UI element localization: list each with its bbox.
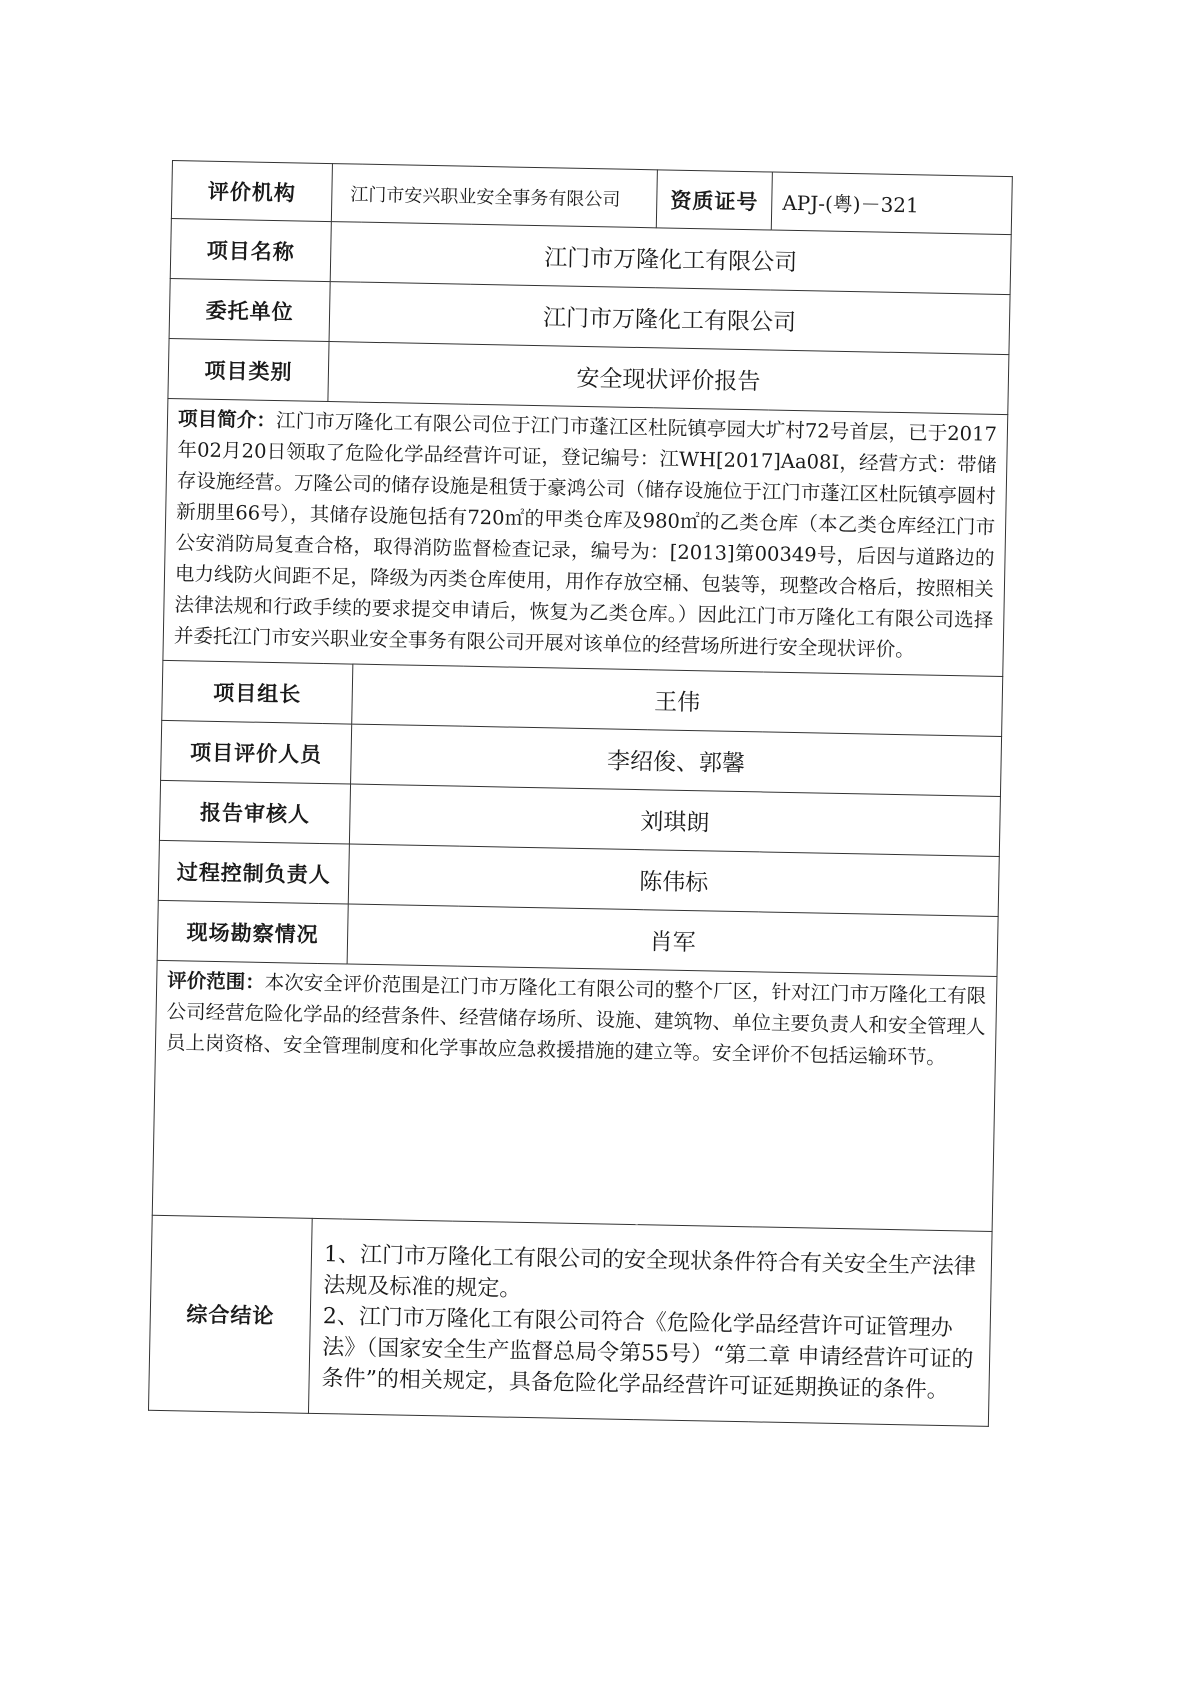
client-label: 委托单位 [169, 278, 330, 341]
scope-label: 评价范围： [167, 969, 265, 994]
cert-label: 资质证号 [656, 170, 772, 230]
row-scope [152, 960, 997, 1231]
site-survey-value: 肖军 [347, 904, 998, 976]
scope-text: 本次安全评价范围是江门市万隆化工有限公司的整个厂区，针对江门市万隆化工有限公司经营危险化学品的经营条件、经营储存场所、设施、建筑物、单位主要负责人和安全管理人员上岗资格、安全管理制度和化学事故应急救援措施的建立等。安全评价不包括运输环节。 [165, 970, 987, 1070]
reviewer-label: 报告审核人 [159, 780, 350, 844]
evaluators-label: 项目评价人员 [161, 720, 352, 784]
evaluation-scope [152, 960, 997, 1231]
client-value: 江门市万隆化工有限公司 [329, 282, 1010, 355]
summary-label: 项目简介： [177, 407, 277, 433]
project-summary [163, 398, 1008, 676]
conclusion-label: 综合结论 [148, 1215, 312, 1413]
team-leader-value: 王伟 [352, 664, 1003, 736]
conclusion-body [308, 1218, 992, 1426]
row-conclusion [148, 1215, 992, 1426]
project-name-value: 江门市万隆化工有限公司 [330, 222, 1011, 295]
row-summary [163, 398, 1008, 676]
process-control-value: 陈伟标 [348, 844, 999, 916]
process-control-label: 过程控制负责人 [158, 840, 349, 904]
evaluation-summary-table [148, 160, 1013, 1427]
conclusion-item: 1、江门市万隆化工有限公司的安全现状条件符合有关安全生产法律法规及标准的规定。 [323, 1241, 977, 1302]
cert-value: APJ-(粤)－321 [771, 172, 1012, 235]
project-name-label: 项目名称 [170, 218, 331, 281]
summary-text: 江门市万隆化工有限公司位于江门市蓬江区杜阮镇亭园大圹村72号首层，已于2017年02月20日领取了危险化学品经营许可证，登记编号：江WH[2017]Aa08Ⅰ，经营方式：带储存设施经营。万隆公司的储存设施是租赁于豪鸿公司（储存设施位于江门市蓬江区杜阮镇亭圆村新朋里66号），其储存设施包括有720㎡的甲类仓库及980㎡的乙类仓库（本乙类仓库经江门市公安消防局复查合格，取得消防监督检查记录，编号为：[2013]第00349号，后因与道路边的电力线防火间距不足，降级为丙类仓库使用，用作存放空桶、包装等，现整改合格后，按照相关法律法规和行政手续的要求提交申请后，恢复为乙类仓库。）因此江门市万隆化工有限公司选择并委托江门市安兴职业安全事务有限公司开展对该单位的经营场所进行安全现状评价。 [173, 409, 998, 662]
org-value: 江门市安兴职业安全事务有限公司 [331, 164, 657, 228]
category-label: 项目类别 [168, 338, 329, 401]
reviewer-value: 刘琪朗 [349, 784, 1000, 856]
evaluation-form-page [148, 160, 1012, 1427]
evaluators-value: 李绍俊、郭馨 [351, 724, 1002, 796]
site-survey-label: 现场勘察情况 [157, 900, 348, 964]
team-leader-label: 项目组长 [162, 660, 353, 724]
conclusion-item: 2、江门市万隆化工有限公司符合《危险化学品经营许可证管理办法》（国家安全生产监督总局令第55号）“第二章 申请经营许可证的条件”的相关规定，具备危险化学品经营许可证延期换证的条件。 [321, 1303, 974, 1403]
org-label: 评价机构 [171, 161, 332, 222]
category-value: 安全现状评价报告 [328, 342, 1009, 415]
